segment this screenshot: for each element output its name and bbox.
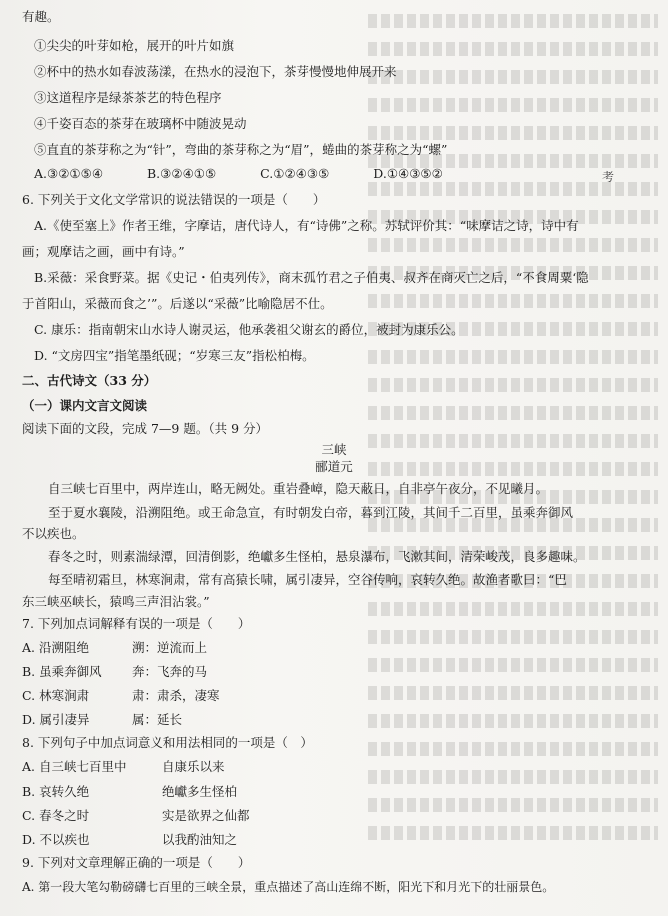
q8-option-a: A. 自三峡七百里中 [22, 759, 127, 774]
q6-stem: 6. 下列关于文化文学常识的说法错误的一项是（ ） [22, 192, 326, 207]
q7-stem: 7. 下列加点词解释有误的一项是（ ） [22, 616, 251, 631]
passage-p4-line2: 东三峡巫峡长，猿鸣三声泪沾裳。” [22, 594, 210, 609]
q8-row [22, 832, 237, 848]
q8-compare-a: 自康乐以来 [162, 759, 225, 774]
q5-option-b: B.③②④①⑤ [147, 166, 217, 181]
q9-stem: 9. 下列对文章理解正确的一项是（ ） [22, 855, 251, 870]
q8-compare-b: 绝巘多生怪柏 [162, 784, 238, 799]
q8-row [22, 759, 225, 775]
margin-mark: 考 [602, 170, 615, 184]
q5-option-d: D.①④③⑤② [373, 166, 443, 181]
q6-option-d: D. “文房四宝”指笔墨纸砚；“岁寒三友”指松柏梅。 [34, 348, 315, 363]
q5-options [34, 166, 443, 182]
q7-explanation-a: 溯：逆流而上 [132, 640, 208, 655]
q6-option-b-line2: 于首阳山，采薇而食之’”。后遂以“采薇”比喻隐居不仕。 [22, 296, 333, 311]
q8-compare-c: 实是欲界之仙都 [162, 808, 250, 823]
q9-option-a: A. 第一段大笔勾勒磅礴七百里的三峡全景，重点描述了高山连绵不断，阳光下和月光下的壮丽景色。 [22, 880, 555, 894]
q7-explanation-b: 奔：飞奔的马 [132, 664, 208, 679]
q7-row [22, 688, 220, 704]
q8-stem: 8. 下列句子中加点词意义和用法相同的一项是（ ） [22, 735, 313, 750]
q8-option-d: D. 不以疾也 [22, 832, 90, 847]
passage-author: 郦道元 [315, 459, 353, 474]
q7-option-a: A. 沿溯阻绝 [22, 640, 89, 655]
q5-item-3: ③这道程序是绿茶茶艺的特色程序 [34, 90, 222, 105]
q5-option-c: C.①②④③⑤ [260, 166, 330, 181]
q5-option-a: A.③②①⑤④ [34, 166, 104, 181]
reading-instruction: 阅读下面的文段，完成 7—9 题。（共 9 分） [22, 421, 269, 436]
q5-item-5: ⑤直直的茶芽称之为“针”，弯曲的茶芽称之为“眉”，蜷曲的茶芽称之为“螺” [34, 142, 448, 157]
q7-option-b: B. 虽乘奔御风 [22, 664, 102, 679]
q7-explanation-d: 属：延长 [132, 712, 183, 727]
q5-tail: 有趣。 [22, 9, 60, 24]
q8-option-c: C. 春冬之时 [22, 808, 90, 823]
q6-option-a-line1: A.《使至塞上》作者王维，字摩诘，唐代诗人，有“诗佛”之称。苏轼评价其：“味摩诘之诗，诗中有 [34, 218, 579, 233]
passage-p1: 自三峡七百里中，两岸连山，略无阙处。重岩叠嶂，隐天蔽日，自非亭午夜分，不见曦月。 [48, 481, 549, 496]
q6-option-c: C. 康乐：指南朝宋山水诗人谢灵运，他承袭祖父谢玄的爵位，被封为康乐公。 [34, 322, 464, 337]
q5-item-4: ④千姿百态的茶芽在玻璃杯中随波晃动 [34, 116, 247, 131]
passage-p4-line1: 每至晴初霜旦，林寒涧肃，常有高猿长啸，属引凄异，空谷传响，哀转久绝。故渔者歌曰：“巴 [48, 572, 567, 587]
q5-item-2: ②杯中的热水如春波荡漾，在热水的浸泡下，茶芽慢慢地伸展开来 [34, 64, 397, 79]
passage-p2-line1: 至于夏水襄陵，沿溯阻绝。或王命急宣，有时朝发白帝，暮到江陵，其间千二百里，虽乘奔御风 [48, 505, 574, 520]
q7-row [22, 664, 207, 680]
passage-title: 三峡 [321, 442, 347, 457]
subsection-heading: （一）课内文言文阅读 [22, 398, 148, 413]
q6-option-b-line1: B.采薇：采食野菜。据《史记・伯夷列传》，商末孤竹君之子伯夷、叔齐在商灭亡之后，“不食周粟‘隐 [34, 270, 589, 285]
q6-option-a-line2: 画；观摩诘之画，画中有诗。” [22, 244, 185, 259]
section-heading: 二、古代诗文（33 分） [22, 373, 157, 388]
q7-row [22, 640, 207, 656]
q8-row [22, 808, 250, 824]
passage-p2-line2: 不以疾也。 [22, 526, 85, 541]
q8-row [22, 784, 237, 800]
q8-compare-d: 以我酌油知之 [162, 832, 238, 847]
q7-option-c: C. 林寒涧肃 [22, 688, 90, 703]
bleed-through-text [368, 0, 668, 916]
passage-p3: 春冬之时，则素湍绿潭，回清倒影，绝巘多生怪柏，悬泉瀑布，飞漱其间，清荣峻茂，良多趣味。 [48, 549, 586, 564]
q5-item-1: ①尖尖的叶芽如枪，展开的叶片如旗 [34, 38, 235, 53]
q7-row [22, 712, 182, 728]
q7-option-d: D. 属引凄异 [22, 712, 90, 727]
q7-explanation-c: 肃：肃杀，凄寒 [132, 688, 220, 703]
q8-option-b: B. 哀转久绝 [22, 784, 90, 799]
